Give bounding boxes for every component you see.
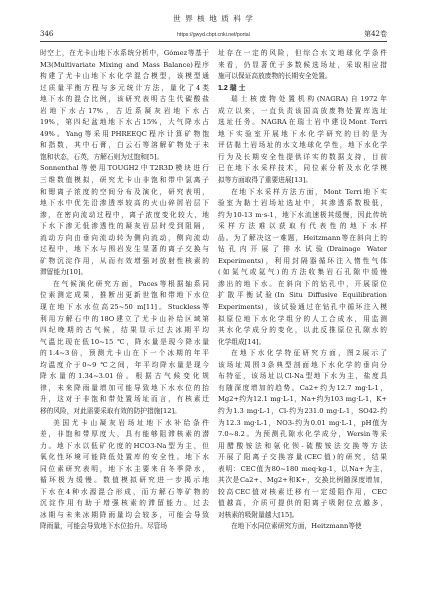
text-line: 和锶离子浓度的空间分布及演化，研究表明，	[40, 187, 209, 196]
text-line: 品。为了解决这一难题，Heitzmann等在斜向上的	[218, 233, 387, 242]
text-line: 渗出的地下水。在斜向下的钻孔中，开展原位	[218, 279, 387, 288]
text-line: 构建了尤卡山地下水化学混合模型，该模型通	[40, 72, 209, 81]
text-line: 验室为黏土岩场址选址中，其渗透系数极低，	[218, 199, 387, 208]
text-line: 约为10-13 m·s-1，地下水流速极其缓慢，因此传统	[218, 210, 387, 219]
header-divider	[40, 41, 387, 42]
text-line: 行为及长期安全性提供详实的数据支持，目前	[218, 152, 387, 161]
section-heading: 1.2 瑞 士	[218, 84, 246, 92]
text-line: 评估黏土岩场址的水文地球化学性，地下水化学	[218, 141, 387, 150]
text-line: 该场址周围3条典型剖面地下水化学的垂向分	[218, 360, 387, 369]
text-line: 开展了阳离子交换容量(CEC值)的研究，结果	[218, 453, 387, 462]
text-line: 采样方法难以获取有代表性的地下水样	[218, 222, 387, 231]
text-line: 其水化学成分的变化，以此反推原位孔隙水的	[218, 326, 387, 335]
text-line: 和指数，其中石膏，白云石等溶解矿物处于未	[40, 141, 209, 150]
text-line: 值越高，介质可提供的阳离子吸附位点越多，	[218, 499, 387, 508]
text-line: 律，未来降雨量增加可能导致地下水水位的抬	[40, 383, 209, 392]
text-line: 址存在一定的风险，但综合水文地球化学条件	[218, 49, 387, 57]
text-line: M3(Multivariate Mixing and Mass Balance)程序	[40, 60, 209, 69]
text-line: 循环极为缓慢。数值模拟研究进一步揭示地	[40, 476, 209, 485]
text-line: 岩地下水占17%，古近系凝灰岩地下水占	[40, 106, 209, 115]
text-line: 在地下水同位素研究方面，Heitzmann等使	[231, 522, 362, 531]
text-line: 同位素研究表明，地下水主要来自冬季降水，	[40, 464, 209, 473]
text-line: 在地下水采样方法方面，Mont Terri地下实	[231, 187, 387, 196]
right-text-column	[218, 48, 387, 533]
text-line: 其次是Ca2+、Mg2+和K+，交换比例随深度增加，	[218, 476, 387, 485]
text-line: 矿物沉淀作用，从而有效增强对放射性核素的	[40, 256, 209, 265]
text-line: 地下实验室开展地下水化学研究的目的是为	[218, 129, 387, 138]
text-line: 力。地下水以低矿化度的HCO3-Na型为主，但	[40, 441, 209, 450]
text-line: 扩散平衡试验(In Situ Diffusive Equilibration	[218, 291, 387, 300]
text-line: 化学组成[14]。	[218, 337, 266, 346]
text-line: 成立以来，一直负责该国高放废物处置库选址	[218, 106, 387, 115]
text-line: 氧化性环境可能降低处置库的安全性。地下水	[40, 453, 209, 462]
text-line: 约为1.3 mg·L-1，Cl-约为231.0 mg·L-1，SO42-约	[218, 406, 387, 415]
text-line: 下水下渗无低渗透性的凝灰岩层时受到阻隔，	[40, 222, 209, 231]
text-line: 过程中，地下水与围岩发生显著的离子交换与	[40, 245, 209, 254]
text-line: 选址任务。NAGRA在瑞士岩中建设Mont Terri	[218, 118, 387, 127]
text-line: 冰期与未来冰期降雨量均会较多，可能会导致	[40, 510, 209, 519]
text-line: 对核素的吸附量越大[15]。	[218, 510, 299, 519]
text-line: 7.0~8.2。为预测孔隙水化学成分，Wersin等采	[218, 430, 387, 439]
text-line: 在气候演化研究方面，Paces等根据轴系同	[53, 279, 209, 288]
text-line: 来看，仍显著优于多数候选场址，采取相应措	[218, 60, 387, 69]
text-line: 沉淀作用有助于增强核素的滞留能力。过去	[40, 499, 209, 508]
text-line: 渗，在密向流动过程中，离子浓度变化较大，地	[40, 210, 209, 219]
text-line: 19%，第四纪盆地地下水占15%，大气降水占	[40, 118, 209, 127]
journal-title: 世 界 核 地 质 科 学	[173, 14, 254, 23]
text-line: 用醋酸铵法和氨化钡-硫酸铵法交换等方法	[218, 441, 387, 450]
text-line: 瑞士核废物处置机构(NAGRA)自1972年	[231, 95, 387, 104]
text-line: 地下水中优先沿渗透率较高的火山碎屑岩层下	[40, 199, 209, 208]
text-line: 较高CEC值对核素迁移有一定缓阻作用，CEC	[218, 487, 387, 496]
text-line: 为12.3 mg·L-1，NO3-约为0.01 mg·L-1，pH值为	[218, 418, 387, 427]
text-line: 拟原位地下水化学组分的人工合成水，用监测	[218, 314, 387, 323]
text-line: 现在地下水水位高25~50 m[11]。Stuckless等	[40, 303, 209, 312]
text-line: Mg2+约为12.1 mg·L-1，Na+约为103 mg·L-1，K+	[218, 395, 387, 404]
text-line: 降水量的1.34~3.01倍。根据古气候变化规	[40, 372, 209, 381]
text-line: 位素测定成果，推断出更新世饱和带地下水位	[40, 291, 209, 300]
text-line: 利用方解石中的18O建立了尤卡山补给区域第	[40, 314, 209, 323]
text-line: 过质量平衡方程与多元统计方法，量化了4类	[40, 83, 209, 92]
text-line: 饱和状态，石英，方解石则为过饱和[5]。	[40, 152, 164, 161]
left-text-column	[40, 48, 209, 533]
text-line: 移的风险，对此需要采取有效的防护措施[12]。	[40, 406, 181, 415]
text-line: 地下水的混合比例，该研究表明古生代碳酸盐	[40, 95, 209, 104]
text-line: 均温度介于0~9 ℃之间，年平均降水量是现今	[40, 360, 209, 369]
text-line: 滞留能力[10]。	[40, 268, 88, 277]
text-line: 流动方向由垂向流动转为侧向流动，侧向流动	[40, 233, 209, 242]
volume-number: 第42卷	[364, 30, 387, 38]
text-line: 钻孔内开展了排水试验(Drainage Water	[218, 245, 387, 254]
text-line: 气温比现在低10~15 ℃，降水量是现今降水量	[40, 337, 209, 346]
text-line: 表明：CEC值为80~180 meq·kg-1，以Na+为主，	[218, 464, 387, 473]
text-line: Experiments)，该试验通过在钻孔中循环注入模	[218, 303, 387, 312]
text-line: 布特征，该场址以Cl-Na型地下水为主，盐度具	[218, 372, 387, 381]
text-line: 49%。Yang等采用PHREEQC程序计算矿物饱	[40, 129, 209, 138]
journal-url[interactable]: https://gwyd.cbpt.cnki.net/portal	[177, 32, 250, 38]
text-line: 差，非饱和带厚度大，具有能够阻滞核素的潜	[40, 430, 209, 439]
text-line: 施可以保证高放废物的长期安全处置。	[218, 72, 332, 81]
text-line: 三维数值模拟，研究尤卡山非饱和带中氯离子	[40, 176, 209, 185]
text-line: Sonnenthal等使用TOUGH2中T2R3D模块进行	[40, 164, 209, 173]
text-line: Experiments)，利用封隔器循环注入惰性气体	[218, 256, 387, 265]
text-line: 时空上，在尤卡山地下水系统分析中，Gómez等基于	[40, 49, 209, 57]
page-number: 346	[40, 30, 54, 38]
text-line: 有随深度增加的趋势。Ca2+约为12.7 mg·L-1，	[218, 383, 387, 392]
text-line: 在地下水化学特征研究方面，图2展示了	[231, 349, 387, 358]
text-line: (如氮气或氦气)的方法收集岩石孔隙中缓慢	[218, 268, 387, 277]
text-line: 美国尤卡山凝灰岩场址地下水补给条件	[53, 418, 209, 427]
text-line: 降雨量，可能会导致地下水位抬升。尽管场	[40, 522, 168, 531]
text-line: 升，这对于非饱和带处置场址而言，有核素迁	[40, 395, 209, 404]
text-line: 已在地下水采样技术，同位素分析及水化学模	[218, 164, 387, 173]
text-line: 拟等方面取得了重要进展[13]。	[218, 176, 312, 185]
text-line: 下水在4种水源混合形成，而方解石等矿物的	[40, 487, 209, 496]
text-line: 四纪晚期的古气候，结果显示过去冰期平均	[40, 326, 209, 335]
text-line: 的1.4~3倍，预测尤卡山在下一个冰期的年平	[40, 349, 209, 358]
